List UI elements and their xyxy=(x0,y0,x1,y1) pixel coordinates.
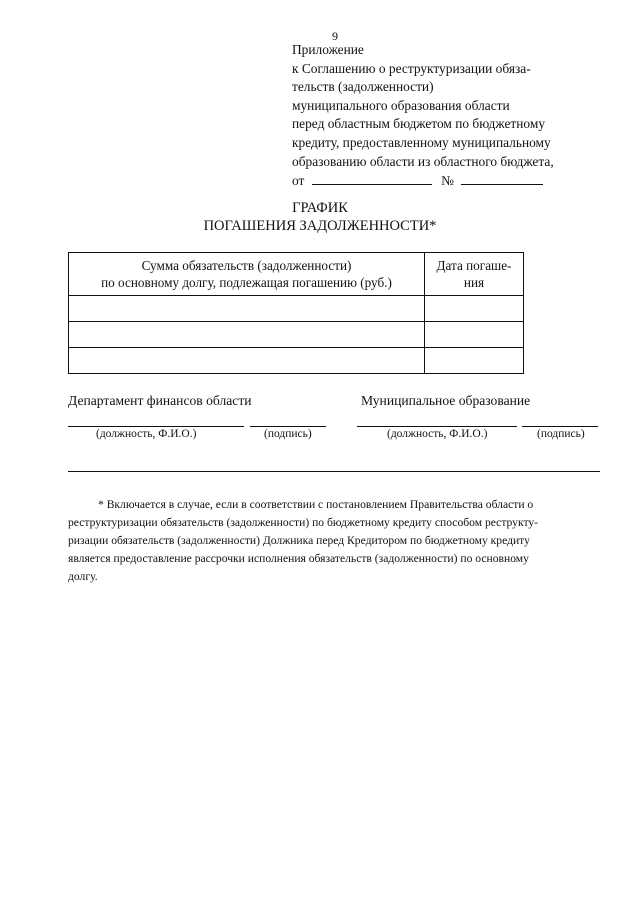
right-signature-caption: (подпись) xyxy=(537,428,585,440)
right-signatory-org: Муниципальное образование xyxy=(361,393,531,408)
date-blank xyxy=(312,171,432,185)
separator-line xyxy=(68,471,600,472)
amount-cell[interactable] xyxy=(69,296,425,322)
amount-header-line: Сумма обязательств (задолженности) xyxy=(141,258,352,273)
number-blank xyxy=(461,171,543,185)
left-position-caption: (должность, Ф.И.О.) xyxy=(96,428,197,440)
footnote-line: является предоставление рассрочки исполнения обязательств (задолженности) по основному xyxy=(68,552,529,565)
footnote-line: ризации обязательств (задолженности) Должника перед Кредитором по бюджетному кредиту xyxy=(68,534,530,547)
amount-cell[interactable] xyxy=(69,322,425,348)
table-row xyxy=(69,348,524,374)
table-row xyxy=(69,296,524,322)
footnote-line: долгу. xyxy=(68,570,98,583)
date-header-line: ния xyxy=(463,275,485,290)
number-sign: № xyxy=(441,173,454,189)
right-position-line xyxy=(357,426,517,427)
amount-cell[interactable] xyxy=(69,348,425,374)
left-position-line xyxy=(68,426,244,427)
left-signature-caption: (подпись) xyxy=(264,428,312,440)
appendix-line: образованию области из областного бюджета, xyxy=(292,153,554,169)
footnote xyxy=(68,496,600,586)
appendix-line: Приложение xyxy=(292,42,364,57)
left-signatory-org: Департамент финансов области xyxy=(68,393,252,408)
document-title: ГРАФИК xyxy=(292,200,348,216)
amount-column-header xyxy=(69,253,425,296)
date-cell[interactable] xyxy=(425,348,524,374)
right-signature-line xyxy=(522,426,598,427)
appendix-line: муниципального образования области xyxy=(292,97,510,113)
amount-header-line: по основному долгу, подлежащая погашению (руб.) xyxy=(101,275,392,290)
table-row xyxy=(69,322,524,348)
date-header-line: Дата погаше- xyxy=(436,258,512,273)
document-subtitle: ПОГАШЕНИЯ ЗАДОЛЖЕННОСТИ* xyxy=(203,218,437,234)
date-cell[interactable] xyxy=(425,296,524,322)
appendix-line: тельств (задолженности) xyxy=(292,79,434,95)
date-column-header xyxy=(425,253,524,296)
date-number-line xyxy=(292,171,612,191)
footnote-line: * Включается в случае, если в соответствии с постановлением Правительства области о xyxy=(98,498,534,511)
appendix-line: перед областным бюджетом по бюджетному xyxy=(292,116,546,132)
appendix-line: кредиту, предоставленному муниципальному xyxy=(292,134,551,150)
date-prefix: от xyxy=(292,173,305,189)
appendix-line: к Соглашению о реструктуризации обяза- xyxy=(292,60,531,76)
footnote-line: реструктуризации обязательств (задолженности) по бюджетному кредиту способом реструкту- xyxy=(68,516,539,529)
table-header-row xyxy=(69,253,524,296)
date-cell[interactable] xyxy=(425,322,524,348)
page-number: 9 xyxy=(332,29,338,43)
right-position-caption: (должность, Ф.И.О.) xyxy=(387,428,488,440)
left-signature-line xyxy=(250,426,326,427)
appendix-header xyxy=(292,41,612,191)
repayment-schedule-table xyxy=(68,252,524,374)
